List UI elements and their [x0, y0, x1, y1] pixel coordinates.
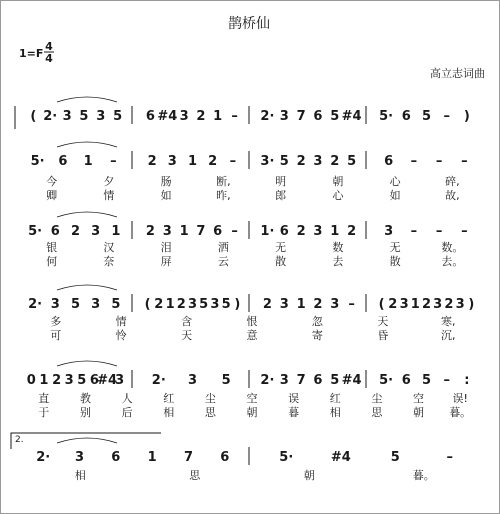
- note: 2·: [260, 109, 275, 124]
- lyric-syllable: 散: [275, 255, 287, 268]
- note: (: [144, 297, 151, 312]
- note: #4: [157, 109, 178, 124]
- lyric-syllable: 暮: [288, 406, 300, 419]
- note: –: [435, 224, 443, 239]
- lyric-syllable: 人: [121, 392, 133, 405]
- note: 6: [50, 224, 60, 239]
- note: 5: [421, 373, 432, 388]
- lyric-syllable: 洒: [217, 241, 229, 254]
- note: 6: [89, 373, 99, 388]
- lyric-syllable: 奈: [103, 255, 115, 268]
- lyric-syllable: 无: [275, 241, 287, 254]
- note: 3: [279, 297, 289, 312]
- note: (: [378, 297, 385, 312]
- note: 3: [91, 297, 101, 312]
- lyric-syllable: 散: [389, 255, 401, 268]
- lyric-syllable: 朝: [246, 406, 258, 419]
- note: 6: [401, 109, 411, 124]
- lyric-syllable: 相: [163, 406, 175, 419]
- lyric-syllable: 如: [160, 189, 172, 202]
- note: 6: [58, 154, 68, 169]
- lyric-syllable: 思: [204, 406, 216, 419]
- note: 7: [296, 109, 306, 124]
- lyric-syllable: 暮。: [449, 406, 472, 419]
- lyric-syllable: 天: [181, 329, 193, 342]
- lyric-syllable: 恨: [246, 315, 258, 328]
- lyric-syllable: 意: [246, 329, 258, 342]
- lyric-syllable: 别: [80, 406, 91, 419]
- note: 2·: [260, 373, 275, 388]
- note: –: [443, 109, 450, 124]
- note: –: [461, 224, 468, 239]
- note: 1: [147, 450, 157, 465]
- lyric-syllable: 今: [46, 175, 58, 188]
- note: 6: [279, 224, 289, 239]
- note: 3: [74, 450, 85, 465]
- note: 5: [421, 109, 432, 124]
- note: 6: [401, 373, 411, 388]
- note: 5: [390, 450, 400, 465]
- lyric-syllable: 数。: [441, 241, 464, 254]
- lyric-syllable: 情: [115, 315, 127, 328]
- note: 2·: [28, 297, 43, 312]
- note: 1: [179, 224, 189, 239]
- note: 5·: [379, 373, 394, 388]
- note: 5: [279, 154, 289, 169]
- note: 1: [410, 297, 420, 312]
- note: 2: [296, 154, 306, 169]
- note: 2: [444, 297, 454, 312]
- lyric-syllable: 去。: [441, 255, 464, 268]
- note: 1: [111, 224, 121, 239]
- note: –: [461, 154, 468, 169]
- lyric-syllable: 教: [80, 392, 91, 405]
- time-signature-bottom: 4: [45, 52, 53, 65]
- lyric-syllable: 碎,: [445, 175, 460, 188]
- lyric-syllable: 心: [332, 189, 344, 202]
- note: 1: [213, 109, 223, 124]
- lyric-syllable: 明: [275, 175, 287, 188]
- note: 2: [145, 224, 155, 239]
- slur: [57, 361, 117, 366]
- lyric-syllable: 直: [38, 392, 50, 405]
- note: –: [410, 224, 418, 239]
- note: –: [110, 154, 117, 169]
- lyric-syllable: 相: [329, 406, 341, 419]
- note: 2·: [43, 109, 58, 124]
- note: 5·: [279, 450, 294, 465]
- note: 3: [96, 109, 106, 124]
- note: 5: [330, 373, 340, 388]
- note: 5: [70, 297, 81, 312]
- note: 2: [176, 297, 186, 312]
- lyric-syllable: 肠: [160, 175, 172, 188]
- lyric-syllable: 空: [413, 392, 424, 405]
- note: 1: [296, 297, 306, 312]
- lyric-syllable: 后: [121, 406, 133, 419]
- lyric-syllable: 屏: [160, 255, 172, 268]
- lyric-syllable: 空: [246, 392, 258, 405]
- lyric-syllable: 无: [389, 241, 401, 254]
- note: 3: [399, 297, 409, 312]
- lyric-syllable: 暮。: [412, 469, 435, 482]
- lyric-syllable: 情: [103, 189, 115, 202]
- note: 3·: [260, 154, 275, 169]
- note: 2·: [151, 373, 166, 388]
- note: 2: [262, 297, 272, 312]
- lyric-syllable: 昨,: [216, 189, 231, 202]
- note: 3: [64, 373, 74, 388]
- note: 6: [384, 154, 394, 169]
- note: 6: [220, 450, 230, 465]
- key-signature: 1=F: [19, 47, 44, 60]
- note: 1: [187, 154, 198, 169]
- lyric-syllable: 尘: [371, 392, 383, 405]
- lyric-syllable: 含: [181, 315, 193, 328]
- note: 5: [199, 297, 209, 312]
- lyric-syllable: 忽: [311, 315, 323, 328]
- note: #4: [341, 109, 362, 124]
- note: 5: [111, 297, 121, 312]
- note: 2: [388, 297, 398, 312]
- note: 3: [433, 297, 443, 312]
- note: 1: [39, 373, 49, 388]
- note: (: [30, 109, 37, 124]
- note: 6: [213, 224, 223, 239]
- note: 5: [221, 297, 231, 312]
- note: 3: [384, 224, 394, 239]
- lyric-syllable: 沉,: [441, 329, 456, 342]
- note: 2: [147, 154, 157, 169]
- note: 2: [70, 224, 81, 239]
- note: 2: [208, 154, 218, 169]
- lyric-syllable: 泪: [160, 241, 172, 254]
- note: 5: [79, 109, 89, 124]
- note: 3: [167, 154, 177, 169]
- note: 2·: [36, 450, 51, 465]
- note: ): [234, 297, 241, 312]
- lyric-syllable: 怜: [115, 329, 127, 342]
- lyric-syllable: 汉: [103, 241, 115, 254]
- note: –: [229, 154, 237, 169]
- lyric-syllable: 思: [371, 406, 383, 419]
- lyric-syllable: 断,: [216, 175, 231, 188]
- lyric-syllable: 卿: [46, 189, 58, 202]
- lyric-syllable: 数: [332, 241, 344, 254]
- note: 2: [313, 297, 323, 312]
- lyric-syllable: 红: [163, 392, 175, 405]
- note: 7: [183, 450, 194, 465]
- lyric-syllable: 于: [38, 406, 50, 419]
- lyric-syllable: 多: [50, 315, 62, 328]
- lyric-syllable: 郎: [275, 189, 287, 202]
- slur: [57, 212, 117, 217]
- lyric-syllable: 故,: [445, 189, 460, 202]
- score-system: [30, 97, 469, 124]
- score-system: [28, 212, 468, 268]
- lyric-syllable: 心: [389, 175, 401, 188]
- note: 2: [154, 297, 164, 312]
- slur: [57, 97, 117, 102]
- lyric-syllable: 思: [189, 469, 201, 482]
- note: 3: [210, 297, 220, 312]
- lyric-syllable: 误!: [452, 392, 468, 405]
- note: –: [348, 297, 355, 312]
- lyric-syllable: 天: [377, 315, 389, 328]
- lyric-syllable: 云: [217, 255, 229, 268]
- note: –: [435, 154, 443, 169]
- note: 2: [52, 373, 62, 388]
- note: 1: [165, 297, 175, 312]
- note: 5·: [28, 224, 43, 239]
- note: 2: [330, 154, 340, 169]
- note: 5: [330, 109, 340, 124]
- note: 2: [421, 297, 432, 312]
- second-ending-bracket: [11, 433, 161, 449]
- time-signature-top: 4: [45, 40, 53, 53]
- score-title: 鹊桥仙: [228, 16, 270, 32]
- note: 5·: [30, 154, 45, 169]
- note: :: [464, 373, 470, 388]
- note: 3: [50, 297, 60, 312]
- note: 1: [330, 224, 340, 239]
- lyric-syllable: 银: [46, 241, 58, 254]
- note: 5·: [379, 109, 394, 124]
- note: 3: [313, 224, 323, 239]
- note: –: [446, 450, 454, 465]
- lyric-syllable: 相: [74, 469, 86, 482]
- note: 3: [91, 224, 101, 239]
- note: 3: [330, 297, 340, 312]
- score-system: [36, 438, 453, 482]
- lyric-syllable: 朝: [332, 175, 344, 188]
- note: 5: [113, 109, 123, 124]
- note: 3: [62, 109, 72, 124]
- lyric-syllable: 如: [389, 189, 401, 202]
- lyric-syllable: 昏: [377, 329, 389, 342]
- lyric-syllable: 寒,: [441, 315, 456, 328]
- note: 7: [296, 373, 306, 388]
- note: 6: [111, 450, 121, 465]
- note: 3: [162, 224, 172, 239]
- note: 5: [77, 373, 87, 388]
- score-canvas: [1, 1, 499, 513]
- lyric-syllable: 误: [288, 392, 300, 405]
- note: #4: [341, 373, 362, 388]
- note: –: [410, 154, 418, 169]
- note: 6: [313, 109, 323, 124]
- score-system: [27, 361, 471, 419]
- note: 5: [221, 373, 231, 388]
- note: 2: [347, 224, 357, 239]
- slur: [57, 285, 117, 290]
- lyric-syllable: 去: [332, 255, 344, 268]
- composer-credit: 高立志词曲: [430, 67, 485, 80]
- note: 6: [145, 109, 155, 124]
- note: 3: [279, 109, 289, 124]
- note: 1·: [260, 224, 275, 239]
- note: 3: [187, 297, 198, 312]
- note: 3: [313, 154, 323, 169]
- note: #4: [97, 373, 118, 388]
- note: 3: [455, 297, 465, 312]
- note: 5: [347, 154, 357, 169]
- score-system: [28, 285, 474, 342]
- note: ): [463, 109, 470, 124]
- note: #4: [330, 450, 351, 465]
- lyric-syllable: 可: [50, 329, 62, 342]
- lyric-syllable: 朝: [413, 406, 424, 419]
- note: 3: [187, 373, 198, 388]
- slur: [57, 142, 117, 147]
- lyric-syllable: 夕: [103, 175, 115, 188]
- slur: [57, 438, 117, 443]
- note: 7: [196, 224, 206, 239]
- note: 2: [196, 109, 206, 124]
- note: 3: [179, 109, 189, 124]
- note: 3: [279, 373, 289, 388]
- note: 0: [26, 373, 36, 388]
- note: ): [468, 297, 475, 312]
- lyric-syllable: 红: [329, 392, 341, 405]
- lyric-syllable: 寄: [311, 329, 323, 342]
- note: –: [443, 373, 450, 388]
- notation-layer: [11, 97, 474, 482]
- note: –: [231, 109, 238, 124]
- lyric-syllable: 朝: [303, 469, 315, 482]
- note: 1: [83, 154, 93, 169]
- score-system: [31, 142, 468, 202]
- second-ending-mark: 2.: [15, 435, 24, 445]
- lyric-syllable: 尘: [204, 392, 216, 405]
- note: 2: [296, 224, 306, 239]
- lyric-syllable: 何: [46, 255, 58, 268]
- note: –: [231, 224, 238, 239]
- note: 6: [313, 373, 323, 388]
- note: 3: [115, 373, 125, 388]
